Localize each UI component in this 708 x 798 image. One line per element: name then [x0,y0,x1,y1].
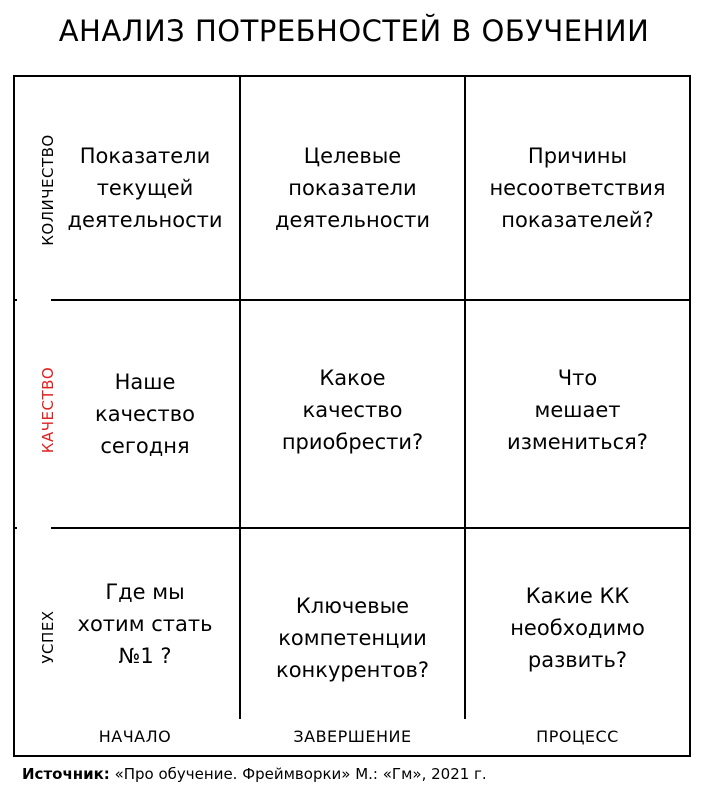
cell-success-process: Какие КК необходимо развить? [510,584,645,672]
row-label-quantity: КОЛИЧЕСТВО [39,134,57,246]
cell-quantity-finish: Целевые показатели деятельности [274,144,431,232]
column-label-finish: ЗАВЕРШЕНИЕ [293,726,412,746]
source-citation [22,765,487,783]
cell-quantity-process: Причины несоответствия показателей? [489,144,666,232]
column-label-process: ПРОЦЕСС [536,726,619,746]
column-label-start: НАЧАЛО [98,726,172,746]
cell-quantity-start: Показатели текущей деятельности [67,144,223,232]
row-label-success: УСПЕХ [39,610,57,664]
source-text: «Про обучение. Фреймворки» М.: «Гм», 2021 г. [109,765,487,783]
cell-quality-start: Наше качество сегодня [95,370,195,458]
page-title: АНАЛИЗ ПОТРЕБНОСТЕЙ В ОБУЧЕНИИ [58,14,650,48]
cell-quality-process: Что мешает измениться? [507,366,648,454]
cell-success-start: Где мы хотим стать №1 ? [77,580,213,668]
cell-quality-finish: Какое качество приобрести? [281,366,424,454]
cell-success-finish: Ключевые компетенции конкурентов? [276,594,429,682]
axis-tick-row-2 [13,527,17,529]
source-label: Источник: [22,765,110,783]
row-label-quality: КАЧЕСТВО [39,366,57,454]
axis-tick-row-1 [13,299,17,301]
